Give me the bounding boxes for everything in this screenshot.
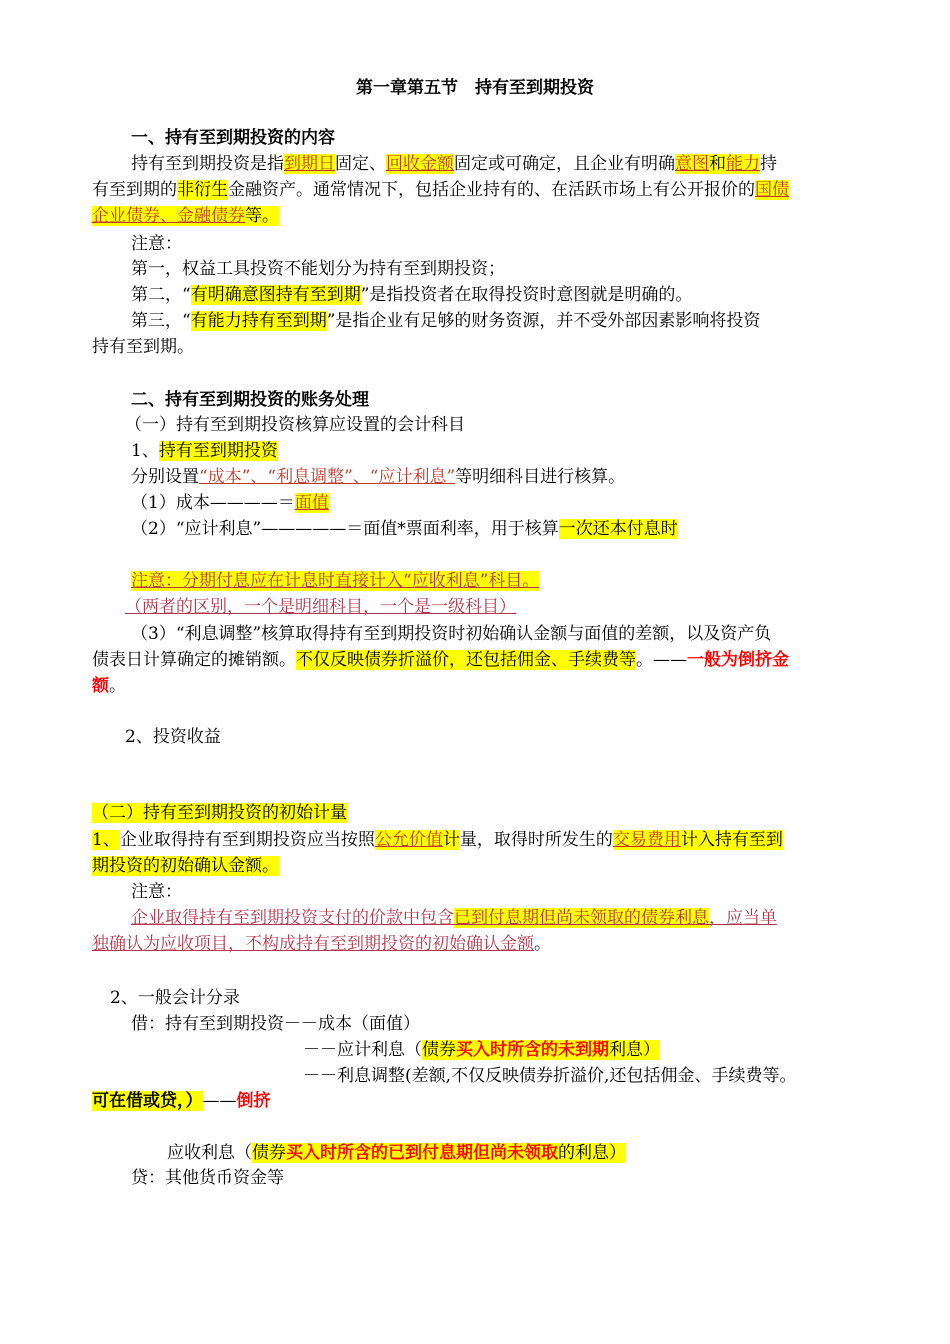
- s3-entry-heading: 2、一般会计分录: [110, 988, 240, 1008]
- s2-adjust-line-3: 额。: [92, 676, 126, 696]
- s2-adjust-line-1: （3）“利息调整”核算取得持有至到期投资时初始确认金额与面值的差额，以及资产负: [131, 624, 772, 644]
- s2-note-line-2: （两者的区别，一个是明细科目，一个是一级科目）: [125, 597, 516, 617]
- s3-line-1: 1、企业取得持有至到期投资应当按照公允价值计量，取得时所发生的交易费用计入持有至到: [92, 830, 783, 850]
- s2-setup-line: 分别设置“成本”、“利息调整”、“应计利息”等明细科目进行核算。: [131, 467, 626, 487]
- entry-adjust-line: －－利息调整(差额,不仅反映债券折溢价,还包括佣金、手续费等。: [303, 1066, 797, 1086]
- s3-note-line-1: 企业取得持有至到期投资支付的价款中包含已到付息期但尚未领取的债券利息，应当单: [131, 908, 777, 928]
- page-title: 第一章第五节 持有至到期投资: [356, 78, 594, 98]
- s2-item-1: 1、持有至到期投资: [131, 441, 278, 461]
- s2-accrued-interest-line: （2）“应计利息”—————＝面值*票面利率，用于核算一次还本付息时: [131, 519, 678, 539]
- entry-adjust-cont: 可在借或贷，）——倒挤: [92, 1091, 271, 1111]
- s1-note-1: 第一，权益工具投资不能划分为持有至到期投资；: [131, 259, 505, 279]
- s3-line-2: 期投资的初始确认金额。: [92, 856, 279, 876]
- s1-note-label: 注意：: [131, 234, 182, 254]
- s1-note-3-cont: 持有至到期。: [92, 337, 194, 357]
- entry-accrued-line: －－应计利息（债券买入时所含的未到期利息）: [303, 1040, 660, 1060]
- s3-note-label: 注意：: [131, 882, 182, 902]
- section-2-heading: 二、持有至到期投资的账务处理: [131, 390, 369, 410]
- s1-note-2: 第二，“有明确意图持有至到期”是指投资者在取得投资时意图就是明确的。: [131, 285, 693, 305]
- s2-cost-line: （1）成本————＝面值: [131, 493, 329, 513]
- s2-item-2: 2、投资收益: [125, 727, 221, 747]
- s1-paragraph-line-1: 持有至到期投资是指到期日固定、回收金额固定或可确定，且企业有明确意图和能力持: [131, 154, 777, 174]
- s2-note-line-1: 注意：分期付息应在计息时直接计入“应收利息”科目。: [131, 571, 540, 591]
- s3-note-line-2: 独确认为应收项目，不构成持有至到期投资的初始确认金额。: [92, 934, 551, 954]
- s1-paragraph-line-3: 企业债券、金融债券等。: [92, 206, 279, 226]
- s1-note-3: 第三，“有能力持有至到期”是指企业有足够的财务资源，并不受外部因素影响将投资: [131, 311, 761, 331]
- s2-subheading-1: （一）持有至到期投资核算应设置的会计科目: [125, 415, 465, 435]
- section-3-heading: （二）持有至到期投资的初始计量: [92, 803, 347, 823]
- entry-receivable-line: 应收利息（债券买入时所含的已到付息期但尚未领取的利息）: [167, 1143, 626, 1163]
- s2-adjust-line-2: 债表日计算确定的摊销额。不仅反映债券折溢价，还包括佣金、手续费等。——一般为倒挤金: [92, 650, 789, 670]
- s1-paragraph-line-2: 有至到期的非衍生金融资产。通常情况下，包括企业持有的、在活跃市场上有公开报价的国债: [92, 180, 789, 200]
- section-1-heading: 一、持有至到期投资的内容: [131, 128, 335, 148]
- entry-credit-line: 贷：其他货币资金等: [131, 1168, 284, 1188]
- entry-debit-line: 借：持有至到期投资－－成本（面值）: [131, 1014, 420, 1034]
